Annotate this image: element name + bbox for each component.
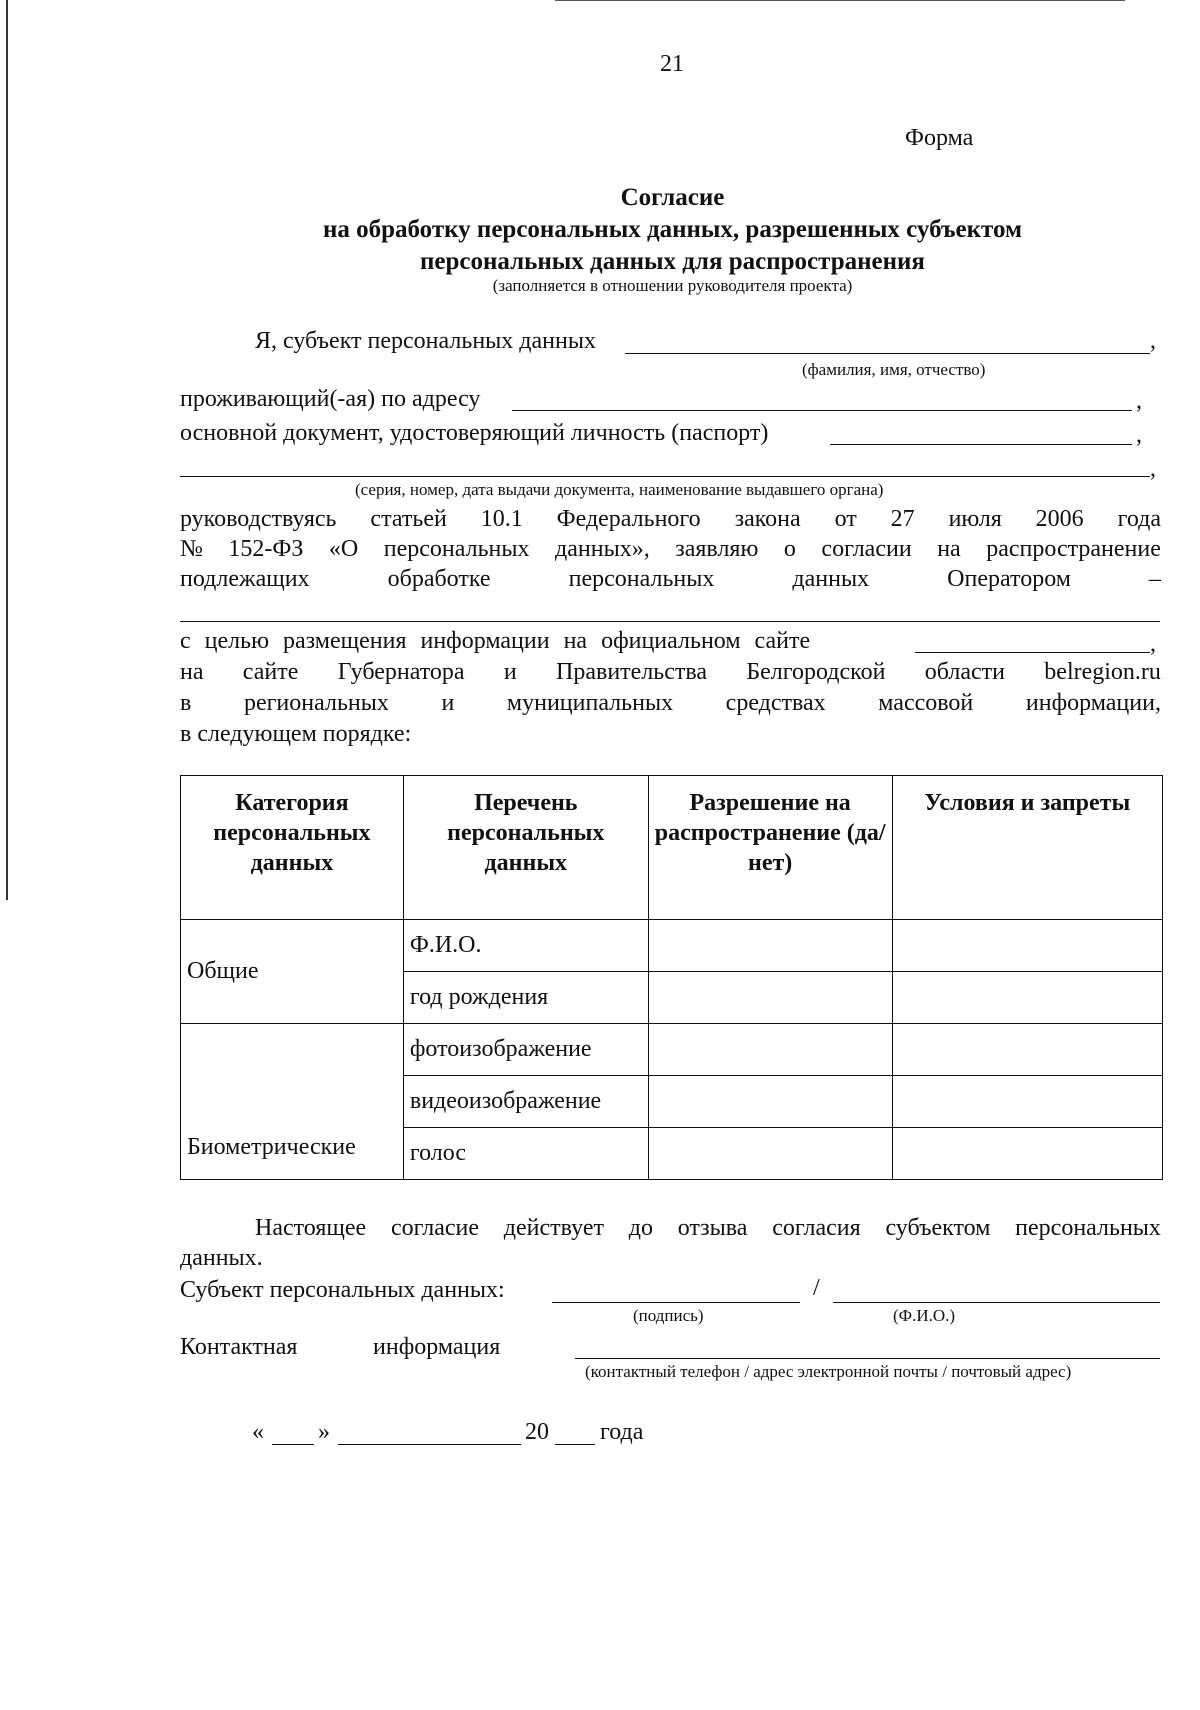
word: в (180, 690, 192, 716)
passport-input-line[interactable] (830, 444, 1132, 445)
word: 2006 (1035, 506, 1084, 532)
document-label: основной документ, удостоверяющий личность (паспорт) (180, 420, 769, 446)
word: Федерального (556, 506, 701, 532)
word: и (503, 659, 517, 685)
word: данных (792, 566, 870, 592)
form-label: Форма (905, 125, 974, 151)
operator-input-line[interactable] (180, 621, 1160, 622)
body-line-7: в следующем порядке: (180, 721, 412, 747)
item-cell: год рождения (403, 972, 648, 1024)
body-line-2 (180, 535, 1161, 563)
document-subtitle-1: на обработку персональных данных, разрешенных субъектом (322, 216, 1023, 243)
word: Белгородской (746, 659, 886, 685)
category-cell: Биометрические (181, 1024, 404, 1180)
word: от (834, 506, 857, 532)
word: действует (503, 1215, 604, 1241)
fio-input-line[interactable] (625, 353, 1150, 354)
item-cell: голос (403, 1128, 648, 1180)
signature-fio-input-line[interactable] (833, 1302, 1160, 1303)
word: персональных (1015, 1215, 1161, 1241)
word: заявляю (675, 536, 759, 562)
date-year-line[interactable] (555, 1444, 595, 1445)
word: belregion.ru (1044, 659, 1161, 685)
contact-label-1: Контактная (180, 1334, 298, 1360)
body-line-6 (180, 689, 1161, 717)
word: на (180, 659, 204, 685)
word: июля (948, 506, 1002, 532)
date-open-quote: « (252, 1419, 264, 1445)
word: года (1117, 506, 1161, 532)
word: данных», (555, 536, 650, 562)
word: до (628, 1215, 653, 1241)
word: сайте (242, 659, 299, 685)
comma: , (1136, 388, 1142, 414)
word: подлежащих (180, 566, 310, 592)
table-row (181, 920, 1163, 972)
word: массовой (878, 690, 974, 716)
item-cell: Ф.И.О. (403, 920, 648, 972)
word: на (937, 536, 961, 562)
header-category: Категория персональных данных (181, 776, 404, 920)
word: закона (734, 506, 801, 532)
word: распространение (986, 536, 1161, 562)
conditions-cell[interactable] (892, 920, 1162, 972)
permission-cell[interactable] (648, 1024, 892, 1076)
consent-table (180, 775, 1163, 1180)
date-day-line[interactable] (272, 1444, 314, 1445)
header-conditions: Условия и запреты (892, 776, 1162, 920)
address-label: проживающий(-ая) по адресу (180, 386, 481, 412)
scan-left-edge (6, 0, 8, 900)
body-line-3 (180, 565, 1161, 593)
word: муниципальных (506, 690, 674, 716)
fio-hint: (фамилия, имя, отчество) (802, 360, 986, 379)
body-line-5 (180, 658, 1161, 686)
date-month-line[interactable] (338, 1444, 521, 1445)
header-permission: Разрешение на распространение (да/нет) (648, 776, 892, 920)
word: «О (328, 536, 359, 562)
slash: / (813, 1275, 820, 1301)
passport-details-line[interactable] (180, 476, 1150, 477)
word: Настоящее (255, 1215, 367, 1241)
word: 152-ФЗ (228, 536, 304, 562)
conditions-cell[interactable] (892, 1128, 1162, 1180)
word: информации, (1025, 690, 1161, 716)
validity-line-1 (255, 1214, 1161, 1242)
date-close-quote: » (318, 1419, 330, 1445)
word: персональных (568, 566, 715, 592)
permission-cell[interactable] (648, 920, 892, 972)
comma: , (1150, 328, 1156, 354)
word: субъектом (885, 1215, 991, 1241)
document-note: (заполняется в отношении руководителя проекта) (492, 276, 853, 295)
word: 10.1 (480, 506, 523, 532)
table-row (181, 1024, 1163, 1076)
conditions-cell[interactable] (892, 1076, 1162, 1128)
word: – (1148, 566, 1161, 592)
contact-input-line[interactable] (575, 1358, 1160, 1359)
item-cell: фотоизображение (403, 1024, 648, 1076)
purpose-text: с целью размещения информации на официальном сайте (180, 628, 811, 654)
word: Губернатора (337, 659, 465, 685)
comma: , (1150, 456, 1156, 482)
validity-line-2: данных. (180, 1245, 263, 1271)
word: 27 (890, 506, 915, 532)
signature-input-line[interactable] (552, 1302, 800, 1303)
permission-cell[interactable] (648, 1128, 892, 1180)
word: статьей (370, 506, 447, 532)
document-title: Согласие (620, 184, 725, 211)
permission-cell[interactable] (648, 1076, 892, 1128)
contact-hint: (контактный телефон / адрес электронной почты / почтовый адрес) (585, 1362, 1072, 1381)
header-list: Перечень персональных данных (403, 776, 648, 920)
page-number: 21 (660, 51, 684, 77)
word: Правительства (556, 659, 708, 685)
website-input-line[interactable] (915, 652, 1150, 653)
permission-cell[interactable] (648, 972, 892, 1024)
word: и (441, 690, 455, 716)
scan-top-line (555, 0, 1125, 1)
word: области (924, 659, 1005, 685)
word: региональных (243, 690, 389, 716)
signature-fio-hint: (Ф.И.О.) (893, 1306, 956, 1325)
conditions-cell[interactable] (892, 1024, 1162, 1076)
comma: , (1150, 631, 1156, 657)
word: обработке (387, 566, 491, 592)
table-header-row (181, 776, 1163, 920)
body-line-1 (180, 505, 1161, 533)
document-subtitle-2: персональных данных для распространения (420, 248, 925, 275)
contact-label-2: информация (373, 1334, 501, 1360)
comma: , (1136, 422, 1142, 448)
word: согласие (390, 1215, 480, 1241)
word: руководствуясь (180, 506, 337, 532)
word: персональных (383, 536, 530, 562)
word: отзыва (677, 1215, 748, 1241)
subject-label: Я, субъект персональных данных (255, 328, 596, 354)
word: о (783, 536, 796, 562)
address-input-line[interactable] (512, 410, 1132, 411)
year-suffix: года (600, 1419, 644, 1445)
year-prefix: 20 (525, 1419, 549, 1445)
word: средствах (725, 690, 826, 716)
word: Оператором (947, 566, 1071, 592)
subject-signature-label: Субъект персональных данных: (180, 1277, 505, 1303)
word: № (180, 536, 203, 562)
word: согласии (821, 536, 912, 562)
word: согласия (772, 1215, 861, 1241)
category-cell: Общие (181, 920, 404, 1024)
document-hint: (серия, номер, дата выдачи документа, наименование выдавшего органа) (355, 480, 884, 499)
item-cell: видеоизображение (403, 1076, 648, 1128)
signature-hint: (подпись) (633, 1306, 704, 1325)
conditions-cell[interactable] (892, 972, 1162, 1024)
